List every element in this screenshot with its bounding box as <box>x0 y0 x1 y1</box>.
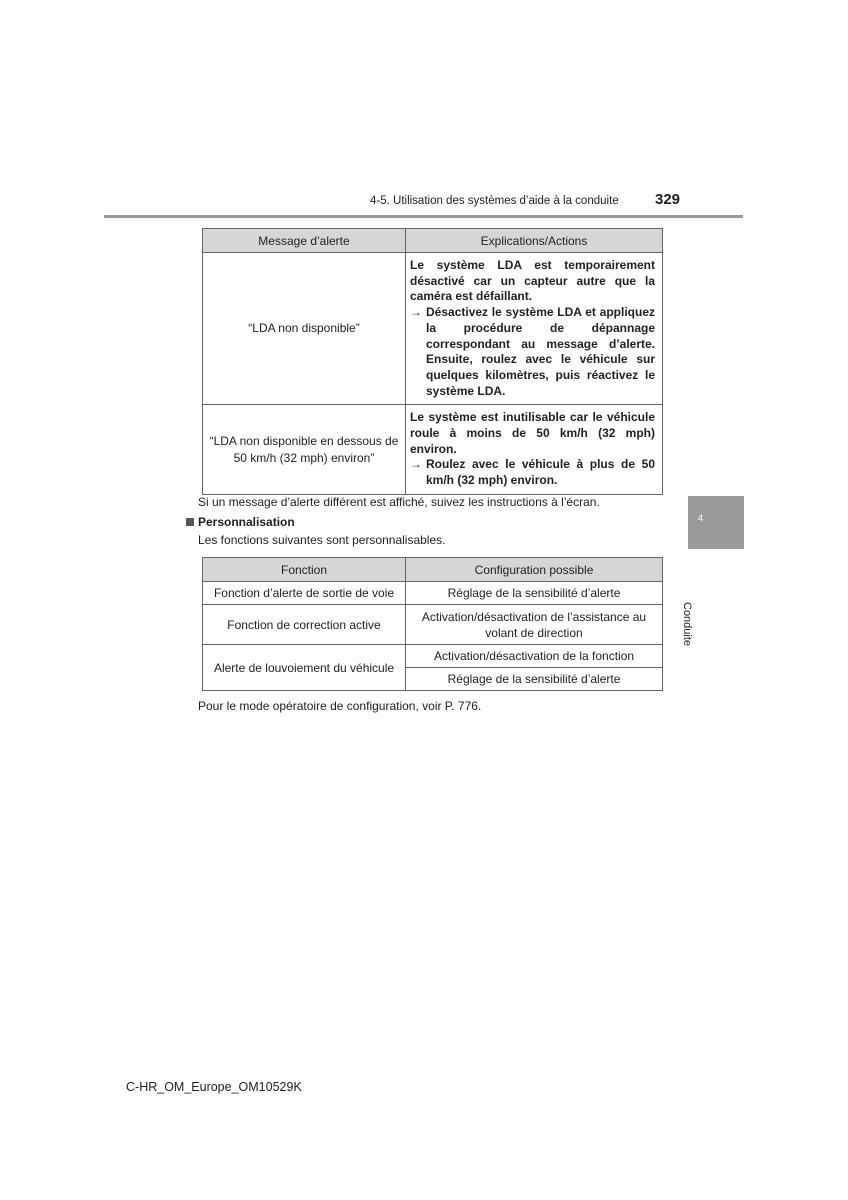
table-header-row <box>203 229 663 253</box>
table-row <box>203 605 663 645</box>
chapter-tab <box>688 496 744 549</box>
chapter-tab-label: Conduite <box>681 602 693 647</box>
square-bullet-icon <box>186 518 194 526</box>
section-heading <box>186 515 295 529</box>
section-title: 4-5. Utilisation des systèmes d’aide à la conduite <box>370 195 619 207</box>
alert-explanation-cell <box>406 253 663 405</box>
table-row <box>203 253 663 405</box>
section-heading-text: Personnalisation <box>198 515 295 529</box>
alert-note: Si un message d’alerte différent est affiché, suivez les instructions à l’écran. <box>198 495 600 509</box>
alert-action-text: Roulez avec le véhicule à plus de 50 km/h (32 mph) environ. <box>426 457 655 488</box>
header-rule <box>104 215 743 218</box>
column-header-configuration: Configuration possible <box>406 558 663 582</box>
column-header-function: Fonction <box>203 558 406 582</box>
table-row <box>203 645 663 668</box>
table-row <box>203 405 663 495</box>
configuration-cell: Réglage de la sensibilité d’alerte <box>406 668 663 691</box>
alert-action <box>410 457 655 488</box>
document-code: C-HR_OM_Europe_OM10529K <box>126 1080 302 1094</box>
alert-action <box>410 305 655 399</box>
alert-explanation-cell <box>406 405 663 495</box>
alert-explanation: Le système LDA est temporairement désactivé car un capteur autre que la caméra est défaillant. <box>410 258 655 304</box>
alert-action-text: Désactivez le système LDA et appliquez la procédure de dépannage correspondant au message d’alerte. Ensuite, roulez avec le véhicule sur quelques kilomètres, puis réactivez le système LDA. <box>426 305 655 398</box>
table-row <box>203 582 663 605</box>
page-number: 329 <box>655 191 681 208</box>
chapter-tab-number: 4 <box>698 513 704 523</box>
arrow-right-icon: → <box>410 457 422 472</box>
function-cell: Alerte de louvoiement du véhicule <box>203 645 406 691</box>
config-table <box>202 557 663 691</box>
personalization-intro: Les fonctions suivantes sont personnalisables. <box>198 533 446 547</box>
alerts-table <box>202 228 663 495</box>
table-header-row <box>203 558 663 582</box>
column-header-explanation: Explications/Actions <box>406 229 663 253</box>
configuration-cell: Activation/désactivation de la fonction <box>406 645 663 668</box>
arrow-right-icon: → <box>410 305 422 320</box>
configuration-cell: Activation/désactivation de l’assistance au volant de direction <box>406 605 663 645</box>
alert-message: “LDA non disponible en dessous de 50 km/h (32 mph) environ” <box>203 405 406 495</box>
configuration-note: Pour le mode opératoire de configuration, voir P. 776. <box>198 699 482 713</box>
alert-message: “LDA non disponible” <box>203 253 406 405</box>
function-cell: Fonction d’alerte de sortie de voie <box>203 582 406 605</box>
column-header-message: Message d’alerte <box>203 229 406 253</box>
function-cell: Fonction de correction active <box>203 605 406 645</box>
configuration-cell: Réglage de la sensibilité d’alerte <box>406 582 663 605</box>
alert-explanation: Le système est inutilisable car le véhicule roule à moins de 50 km/h (32 mph) environ. <box>410 410 655 456</box>
